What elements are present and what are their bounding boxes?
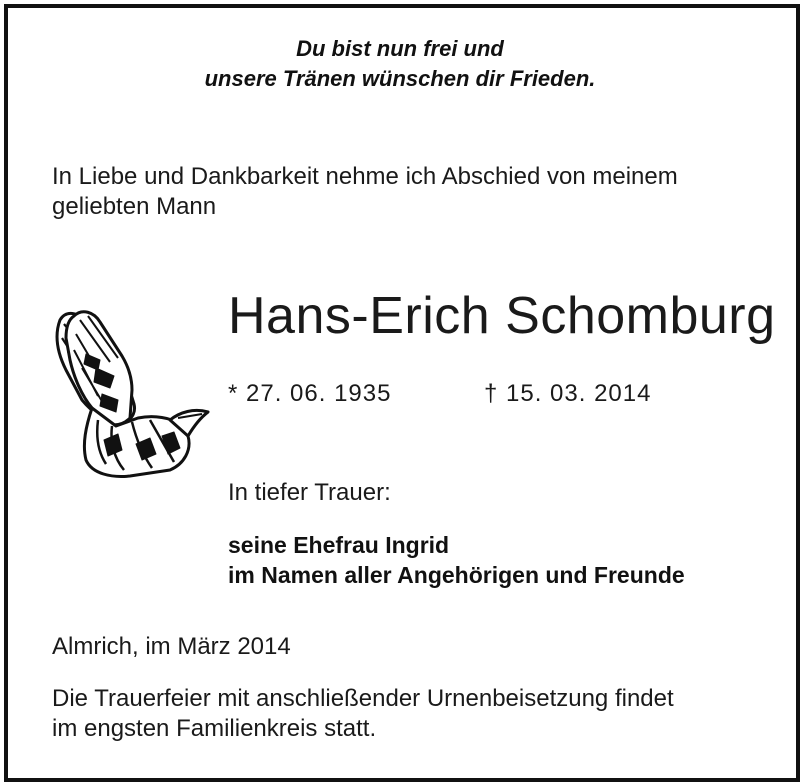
motto-line-1: Du bist nun frei und: [296, 36, 504, 61]
intro-line-2: geliebten Mann: [52, 193, 217, 220]
motto-line-2: unsere Tränen wünschen dir Frieden.: [204, 66, 596, 91]
place-date: Almrich, im März 2014: [52, 633, 291, 660]
notice-line-2: im engsten Familienkreis statt.: [52, 715, 377, 742]
mourner-line-1: seine Ehefrau Ingrid: [228, 532, 450, 558]
intro-line-1: In Liebe und Dankbarkeit nehme ich Abschied von meinem: [52, 163, 678, 190]
death-date: † 15. 03. 2014: [484, 380, 652, 407]
mourners-heading: In tiefer Trauer:: [228, 479, 391, 506]
notice-line-1: Die Trauerfeier mit anschließender Urnenbeisetzung findet: [52, 685, 674, 712]
deceased-name: Hans-Erich Schomburg: [228, 287, 776, 345]
praying-hands-icon: [52, 308, 210, 480]
mourner-line-2: im Namen aller Angehörigen und Freunde: [228, 562, 685, 588]
birth-date: * 27. 06. 1935: [228, 380, 392, 407]
